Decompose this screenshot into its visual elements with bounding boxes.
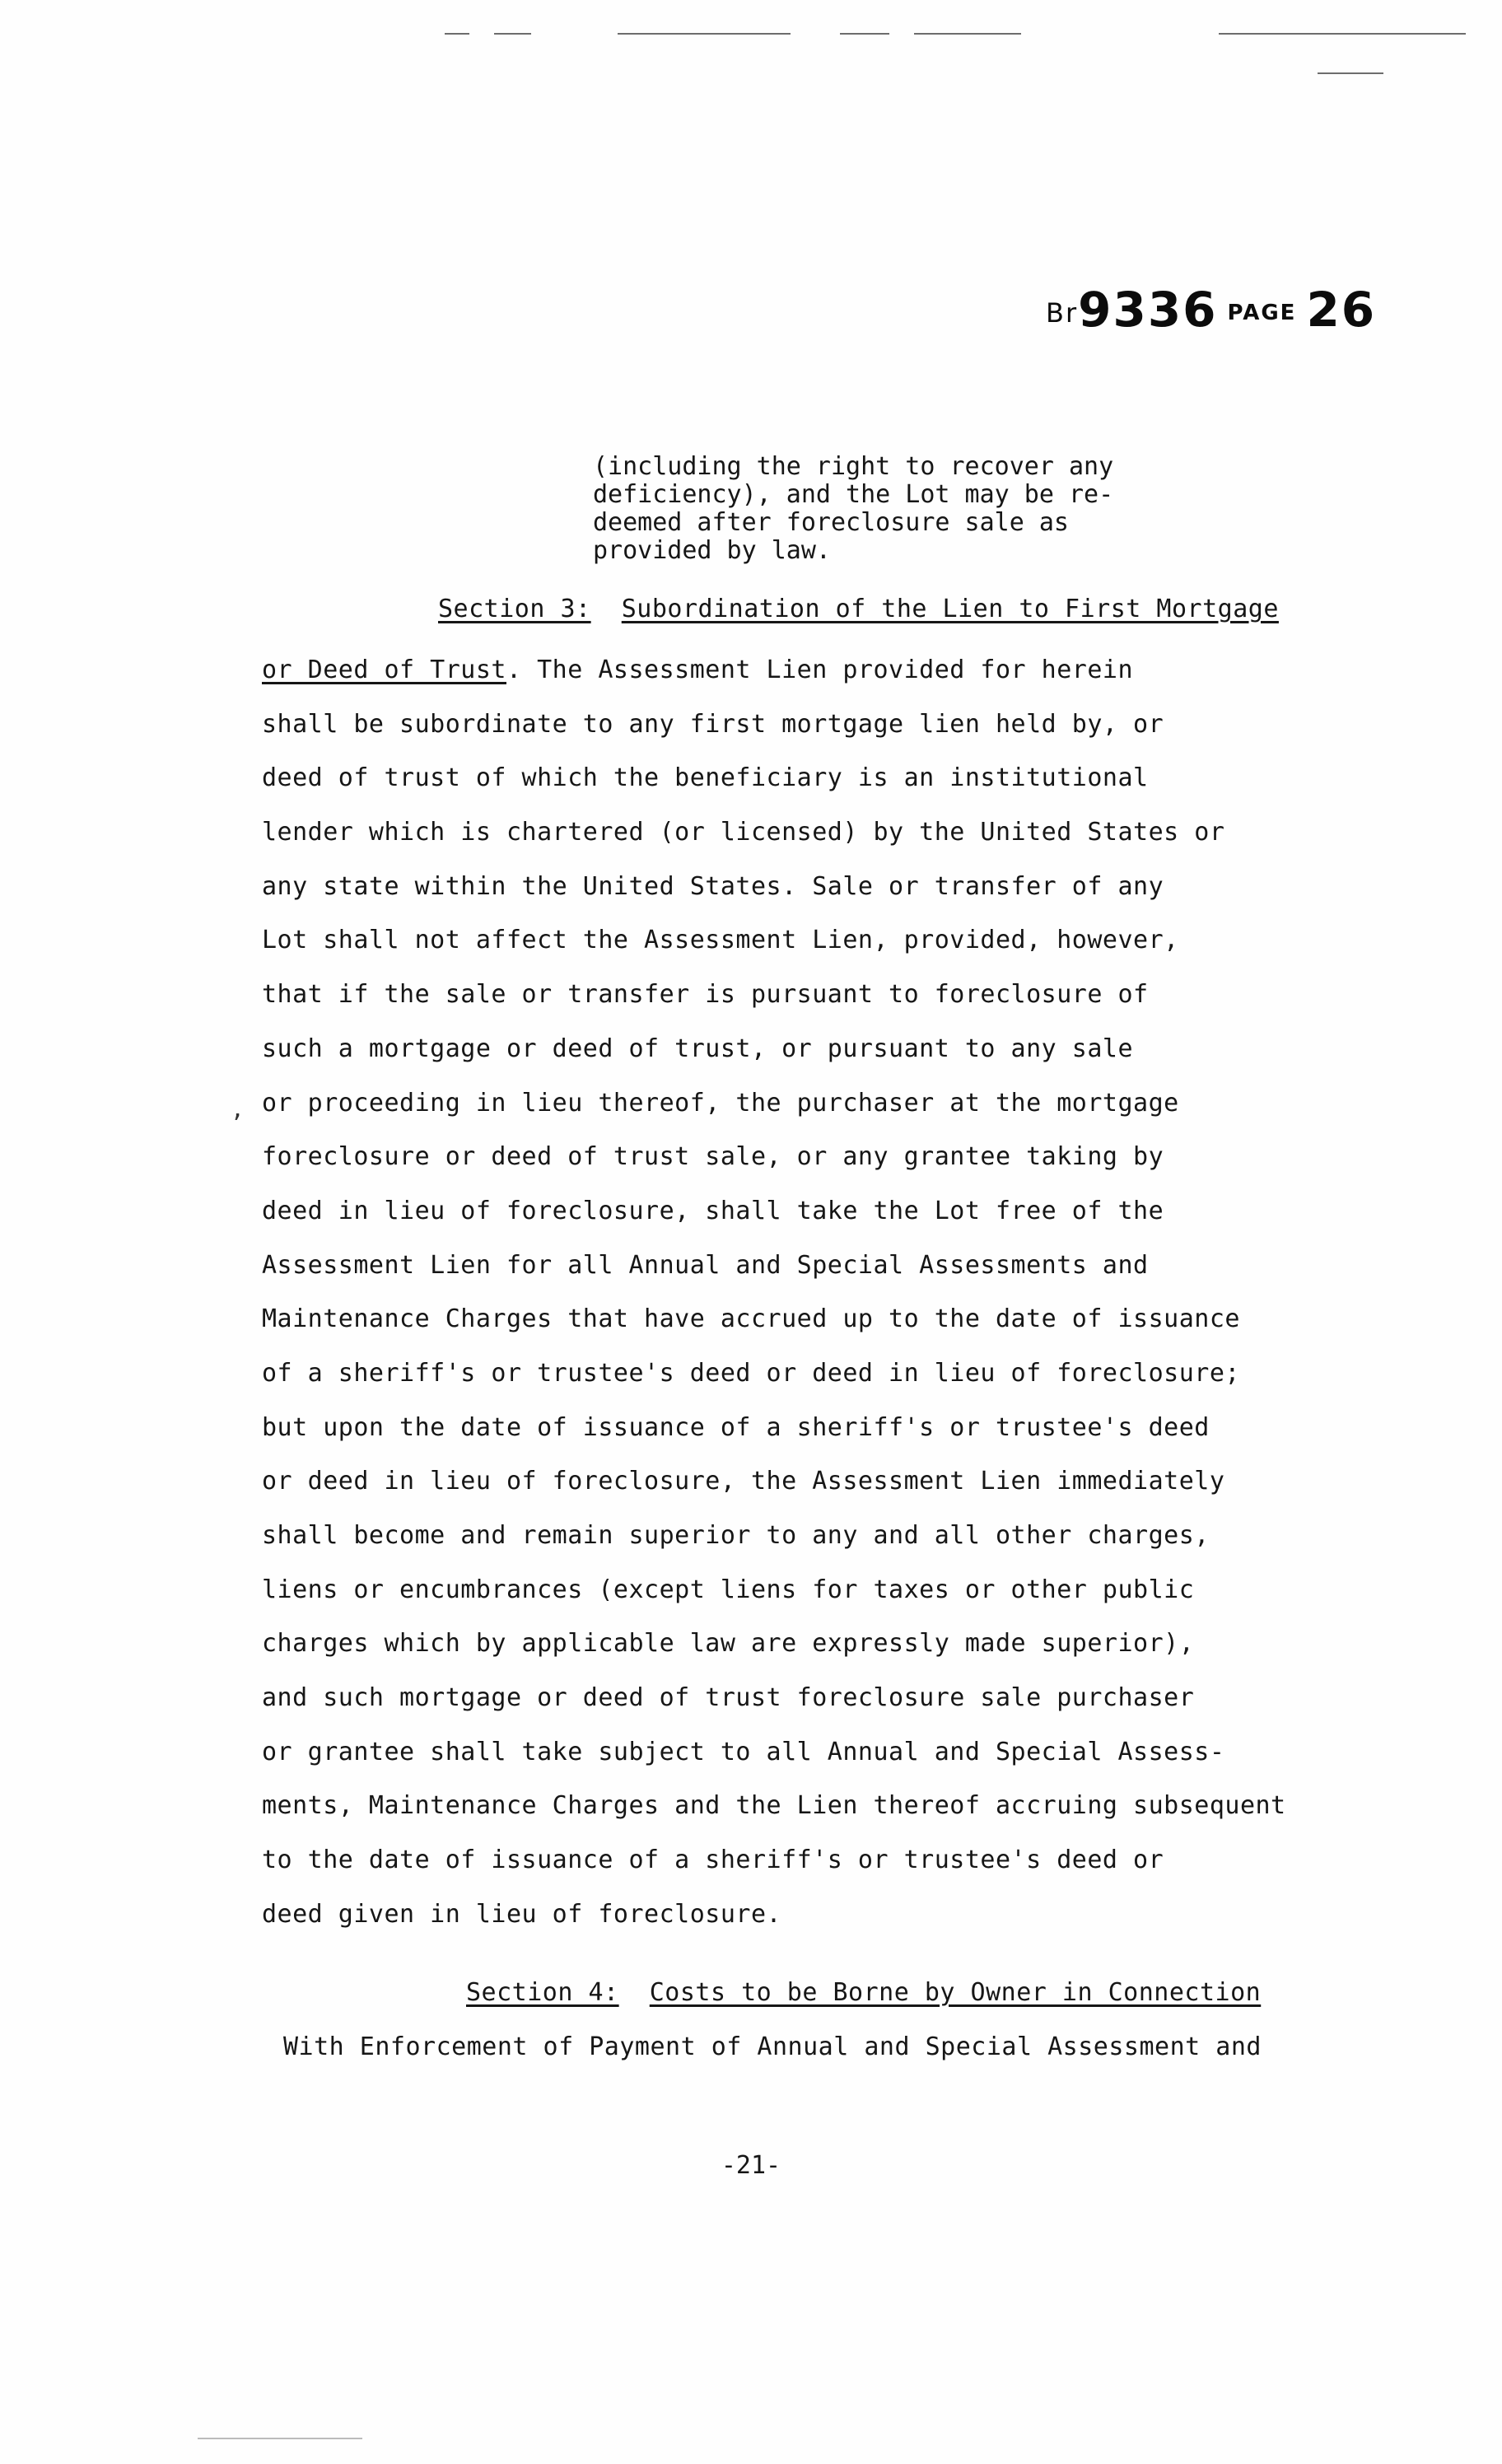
continuation-line: deemed after foreclosure sale as (593, 508, 1069, 537)
section3-line: to the date of issuance of a sheriff's or trustee's deed or (262, 1846, 1164, 1874)
section3-line: Maintenance Charges that have accrued up to the date of issuance (262, 1304, 1240, 1333)
section3-line: deed in lieu of foreclosure, shall take the Lot free of the (262, 1197, 1164, 1225)
section3-line: deed given in lieu of foreclosure. (262, 1900, 782, 1929)
scan-artifact-line (914, 33, 1021, 35)
section3-line: foreclosure or deed of trust sale, or any grantee taking by (262, 1142, 1164, 1171)
section3-line: deed of trust of which the beneficiary is an institutional (262, 763, 1149, 792)
section4-title: Costs to be Borne by Owner in Connection (649, 1978, 1262, 2007)
scan-artifact-line (1219, 33, 1466, 35)
section4-label: Section 4: (466, 1978, 619, 2007)
section3-line: or proceeding in lieu thereof, the purchaser at the mortgage (262, 1089, 1179, 1118)
section3-line: liens or encumbrances (except liens for taxes or other public (262, 1575, 1195, 1604)
section3-title: Subordination of the Lien to First Mortgage (621, 595, 1279, 623)
section4-heading-cont (283, 2031, 1262, 2064)
section4-title-cont: With Enforcement of Payment of Annual and Special Assessment and (283, 2032, 1262, 2061)
section3-title-cont: or Deed of Trust (262, 656, 506, 684)
section3-line: shall be subordinate to any first mortgage lien held by, or (262, 710, 1164, 739)
section3-heading (438, 593, 1279, 626)
section3-line: or grantee shall take subject to all Annual and Special Assess- (262, 1738, 1225, 1766)
section3-line: that if the sale or transfer is pursuant to foreclosure of (262, 980, 1149, 1009)
continuation-line: provided by law. (593, 536, 831, 565)
page-number: -21- (721, 2151, 781, 2180)
section3-label: Section 3: (438, 595, 591, 623)
continuation-paragraph (593, 453, 1268, 565)
section3-line: shall become and remain superior to any and all other charges, (262, 1521, 1210, 1550)
stamp-page-label: PAGE (1227, 300, 1297, 325)
margin-tick-mark: , (231, 1095, 245, 1122)
section3-line: Assessment Lien for all Annual and Special Assessments and (262, 1251, 1149, 1280)
section3-line: or deed in lieu of foreclosure, the Assessment Lien immediately (262, 1467, 1225, 1496)
stamp-prefix: Br (1046, 296, 1079, 329)
scan-artifact-line (198, 2438, 362, 2439)
stamp-book-number: 9336 (1078, 282, 1218, 338)
section3-line: such a mortgage or deed of trust, or pursuant to any sale (262, 1034, 1134, 1063)
section4-heading (466, 1976, 1261, 2009)
scan-artifact-line (618, 33, 791, 35)
continuation-line: deficiency), and the Lot may be re- (593, 480, 1114, 509)
scan-artifact-line (445, 33, 469, 35)
recording-stamp (1046, 282, 1376, 338)
section3-line: or Deed of Trust. The Assessment Lien provided for herein (262, 656, 1134, 684)
section3-line: lender which is chartered (or licensed) by the United States or (262, 818, 1225, 847)
continuation-line: (including the right to recover any (593, 452, 1114, 481)
section3-line: charges which by applicable law are expressly made superior), (262, 1629, 1195, 1658)
section3-line: ments, Maintenance Charges and the Lien thereof accruing subsequent (262, 1791, 1286, 1820)
section3-line: any state within the United States. Sale or transfer of any (262, 872, 1164, 901)
scan-artifact-line (840, 33, 889, 35)
section3-line: and such mortgage or deed of trust foreclosure sale purchaser (262, 1683, 1195, 1712)
scan-artifact-line (1318, 72, 1383, 74)
section3-line: of a sheriff's or trustee's deed or deed in lieu of foreclosure; (262, 1359, 1240, 1388)
scan-artifact-line (494, 33, 531, 35)
stamp-page-number: 26 (1306, 282, 1377, 338)
section3-line: but upon the date of issuance of a sheriff's or trustee's deed (262, 1413, 1210, 1442)
section3-line: Lot shall not affect the Assessment Lien, provided, however, (262, 926, 1179, 954)
